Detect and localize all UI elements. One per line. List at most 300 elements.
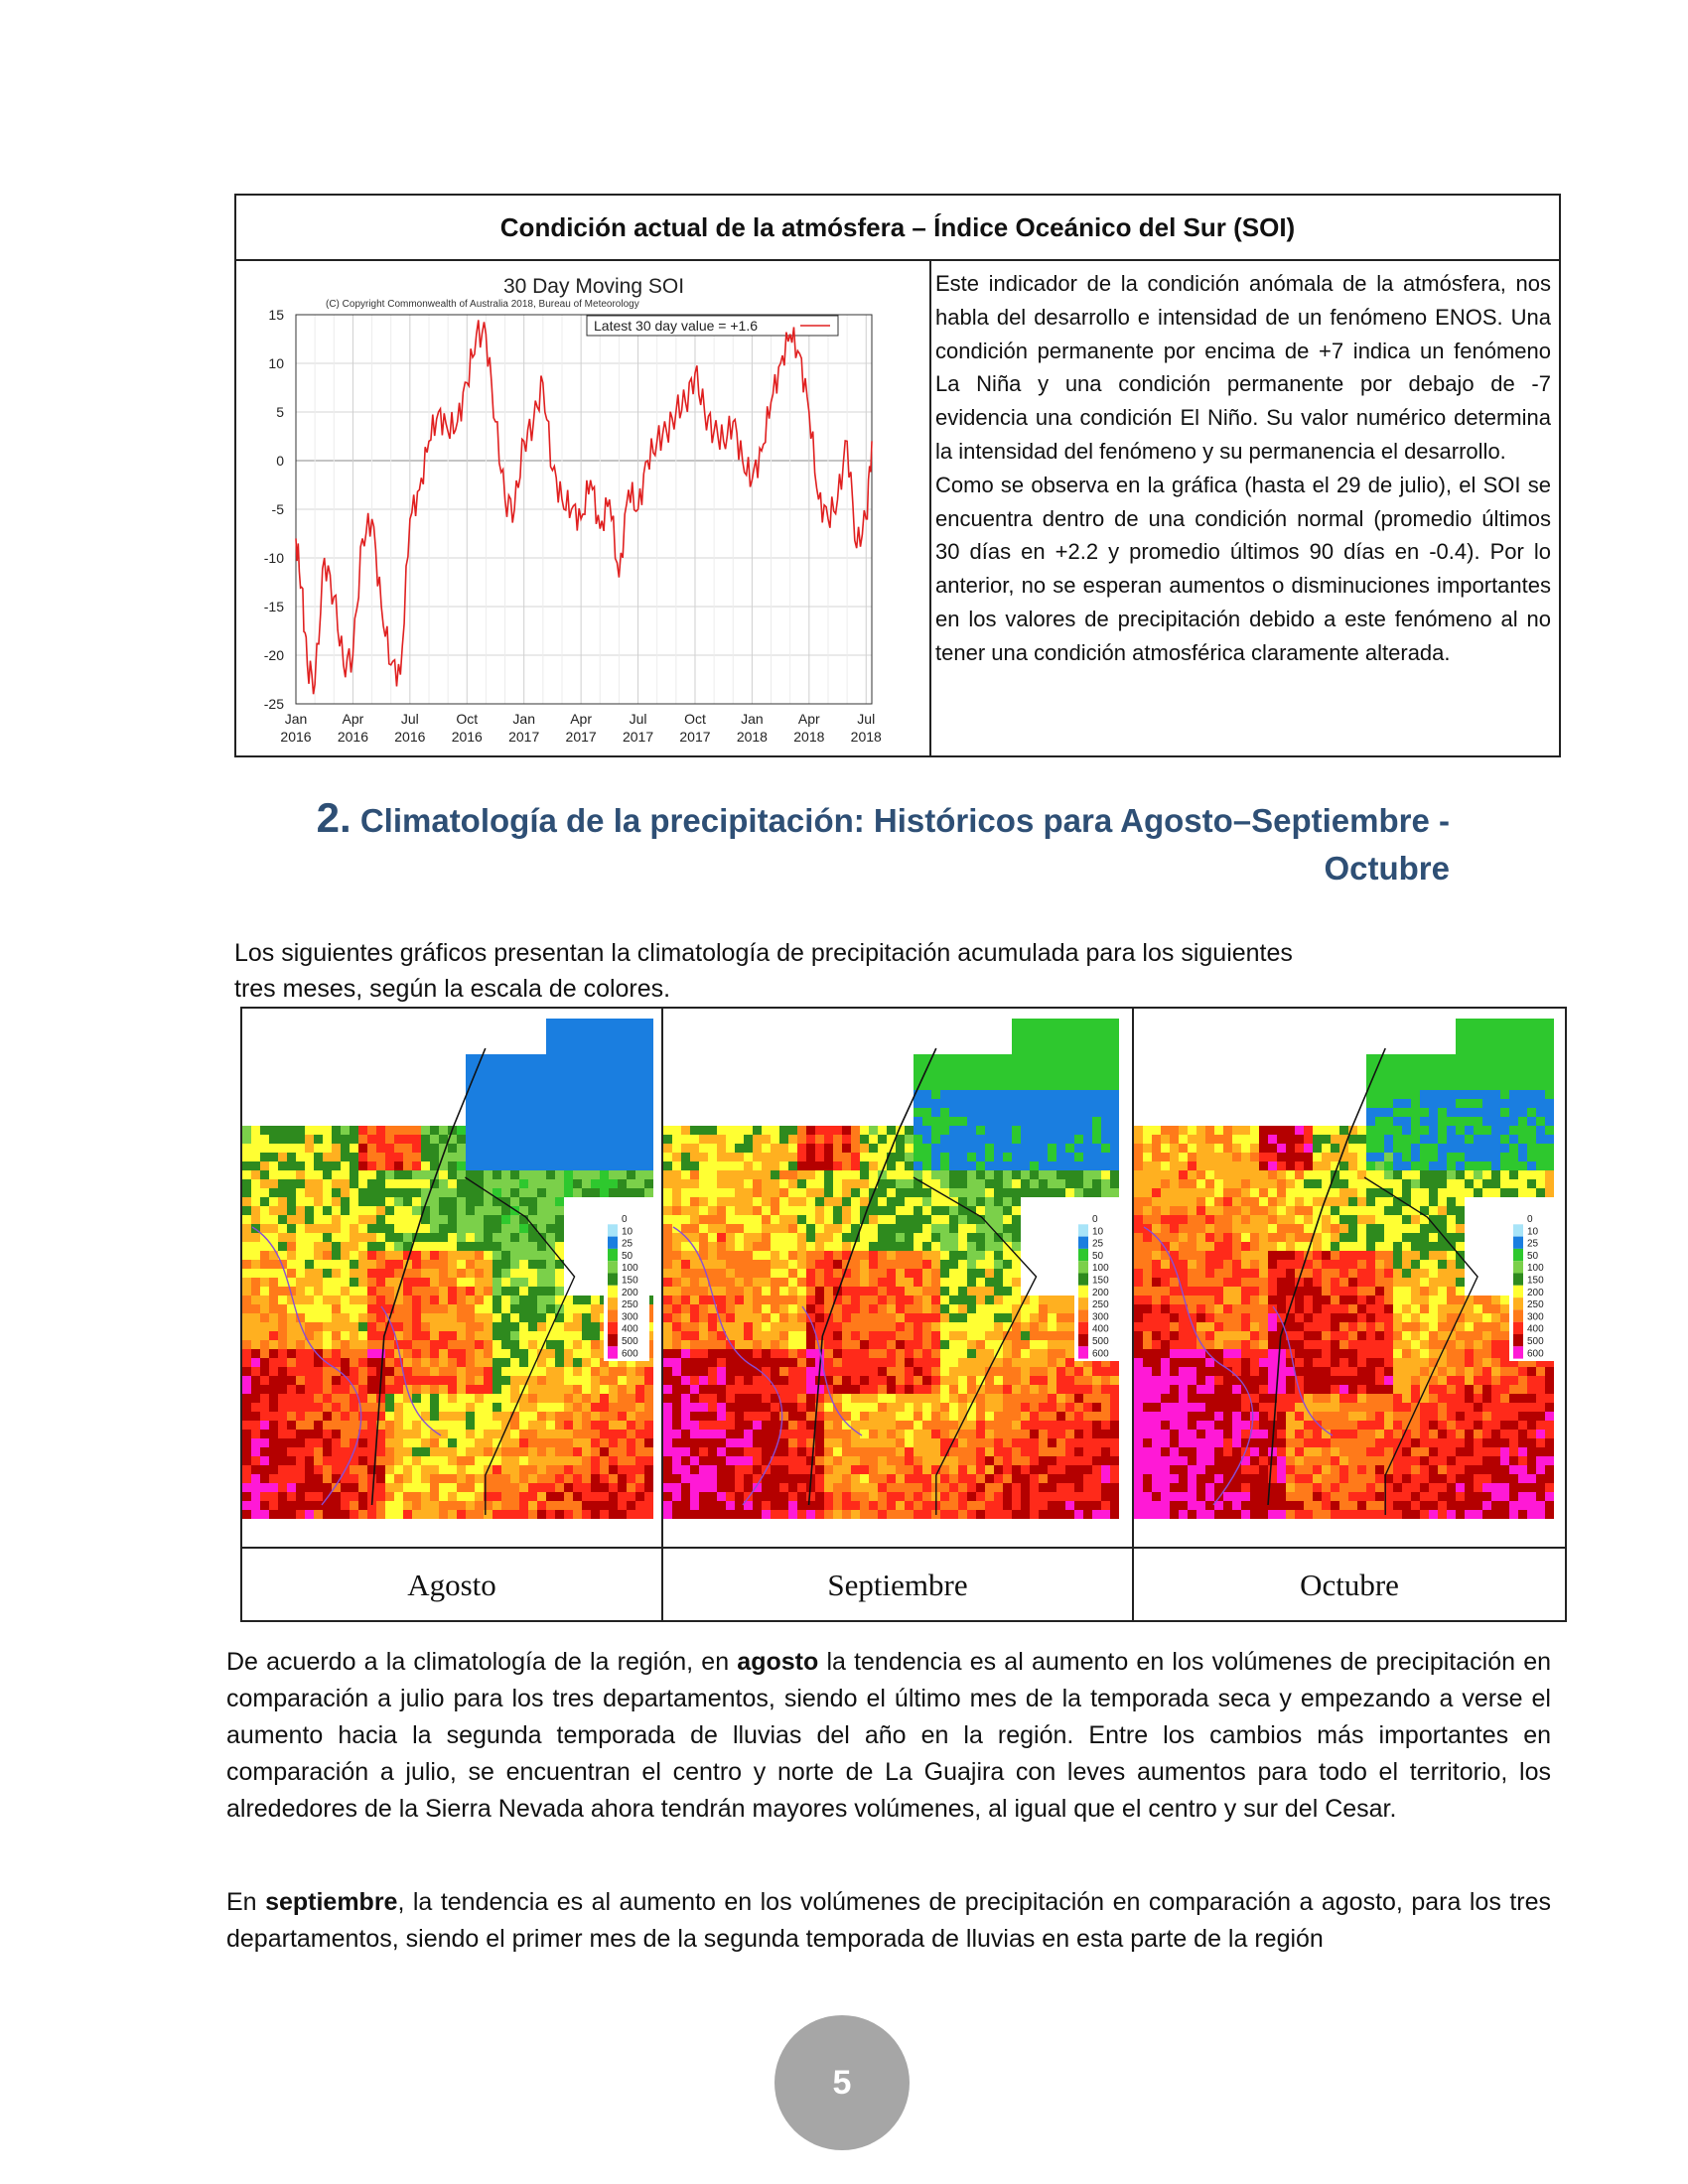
map-cell bbox=[412, 1188, 421, 1197]
map-cell bbox=[296, 1170, 305, 1179]
map-cell bbox=[323, 1456, 332, 1465]
map-cell bbox=[779, 1385, 788, 1394]
map-cell bbox=[644, 1465, 653, 1474]
map-cell bbox=[385, 1135, 394, 1144]
map-cell bbox=[690, 1161, 699, 1170]
map-cell bbox=[644, 1161, 653, 1170]
section-heading bbox=[288, 794, 1450, 892]
legend-value: 600 bbox=[1092, 1348, 1109, 1360]
map-cell bbox=[1083, 1510, 1092, 1519]
map-cell bbox=[967, 1340, 976, 1349]
map-cell bbox=[887, 1188, 896, 1197]
map-cell bbox=[350, 1403, 358, 1412]
map-cell bbox=[278, 1206, 287, 1215]
map-cell bbox=[644, 1385, 653, 1394]
map-cell bbox=[931, 1233, 940, 1242]
map-cell bbox=[994, 1278, 1003, 1287]
map-cell bbox=[1357, 1144, 1366, 1153]
map-cell bbox=[466, 1510, 475, 1519]
map-cell bbox=[976, 1367, 985, 1376]
map-cell bbox=[753, 1376, 762, 1385]
map-cell bbox=[573, 1403, 582, 1412]
map-cell bbox=[914, 1135, 922, 1144]
map-cell bbox=[644, 1117, 653, 1126]
map-cell bbox=[1039, 1492, 1048, 1501]
map-cell bbox=[1083, 1063, 1092, 1072]
map-cell bbox=[242, 1510, 251, 1519]
map-cell bbox=[976, 1099, 985, 1108]
map-cell bbox=[1482, 1135, 1491, 1144]
map-cell bbox=[1500, 1126, 1509, 1135]
legend-swatch bbox=[608, 1261, 618, 1273]
map-cell bbox=[448, 1224, 457, 1233]
map-cell bbox=[914, 1206, 922, 1215]
map-cell bbox=[949, 1081, 958, 1090]
map-cell bbox=[260, 1465, 269, 1474]
map-cell bbox=[806, 1242, 815, 1251]
map-cell bbox=[699, 1153, 708, 1161]
map-cell bbox=[287, 1510, 296, 1519]
map-cell bbox=[797, 1438, 806, 1447]
map-cell bbox=[797, 1483, 806, 1492]
map-cell bbox=[492, 1117, 501, 1126]
map-cell bbox=[403, 1367, 412, 1376]
map-cell bbox=[1039, 1161, 1048, 1170]
map-cell bbox=[501, 1501, 510, 1510]
x-tick-label-year: 2018 bbox=[793, 729, 825, 745]
map-cell bbox=[726, 1483, 735, 1492]
map-cell bbox=[985, 1510, 994, 1519]
map-cell bbox=[681, 1340, 690, 1349]
map-cell bbox=[1527, 1019, 1536, 1027]
map-cell bbox=[260, 1358, 269, 1367]
map-cell bbox=[842, 1161, 851, 1170]
map-cell bbox=[394, 1447, 403, 1456]
map-cell bbox=[618, 1027, 627, 1036]
map-cell bbox=[1474, 1144, 1482, 1153]
map-cell bbox=[958, 1438, 967, 1447]
map-cell bbox=[931, 1126, 940, 1135]
map-cell bbox=[672, 1188, 681, 1197]
map-cell bbox=[519, 1224, 528, 1233]
map-cell bbox=[842, 1322, 851, 1331]
map-cell bbox=[251, 1367, 260, 1376]
map-cell bbox=[421, 1340, 430, 1349]
map-cell bbox=[833, 1233, 842, 1242]
map-cell bbox=[385, 1501, 394, 1510]
map-cell bbox=[753, 1260, 762, 1269]
map-cell bbox=[385, 1474, 394, 1483]
map-cell bbox=[985, 1153, 994, 1161]
chart-subtitle: (C) Copyright Commonwealth of Australia 2018, Bureau of Meteorology bbox=[326, 299, 639, 310]
map-cell bbox=[663, 1251, 672, 1260]
map-cell bbox=[1465, 1117, 1474, 1126]
map-cell bbox=[439, 1206, 448, 1215]
map-cell bbox=[681, 1412, 690, 1421]
map-cell bbox=[1438, 1126, 1447, 1135]
map-cell bbox=[296, 1501, 305, 1510]
map-cell bbox=[842, 1340, 851, 1349]
map-cell bbox=[1048, 1188, 1056, 1197]
map-cell bbox=[914, 1233, 922, 1242]
map-cell bbox=[922, 1081, 931, 1090]
map-cell bbox=[448, 1367, 457, 1376]
map-cell bbox=[350, 1197, 358, 1206]
map-cell bbox=[600, 1501, 609, 1510]
map-cell bbox=[1110, 1036, 1119, 1045]
map-cell bbox=[475, 1206, 484, 1215]
map-cell bbox=[860, 1394, 869, 1403]
map-cell bbox=[457, 1126, 466, 1135]
y-tick-label: 10 bbox=[268, 355, 284, 371]
map-cell bbox=[385, 1483, 394, 1492]
map-cell bbox=[967, 1367, 976, 1376]
map-cell bbox=[717, 1385, 726, 1394]
map-cell bbox=[305, 1376, 314, 1385]
map-cell bbox=[1420, 1090, 1429, 1099]
map-cell bbox=[385, 1161, 394, 1170]
map-cell bbox=[860, 1376, 869, 1385]
map-cell bbox=[323, 1153, 332, 1161]
map-cell bbox=[546, 1027, 555, 1036]
map-cell bbox=[358, 1304, 367, 1313]
map-cell bbox=[887, 1233, 896, 1242]
map-cell bbox=[931, 1438, 940, 1447]
map-cell bbox=[824, 1501, 833, 1510]
map-cell bbox=[546, 1063, 555, 1072]
map-cell bbox=[1092, 1179, 1101, 1188]
map-cell bbox=[860, 1260, 869, 1269]
map-cell bbox=[1411, 1099, 1420, 1108]
map-cell bbox=[753, 1278, 762, 1287]
map-cell bbox=[394, 1474, 403, 1483]
map-cell bbox=[600, 1072, 609, 1081]
map-cell bbox=[994, 1331, 1003, 1340]
map-cell bbox=[762, 1385, 771, 1394]
map-cell bbox=[869, 1412, 878, 1421]
map-cell bbox=[591, 1510, 600, 1519]
map-cell bbox=[492, 1260, 501, 1269]
map-cell bbox=[940, 1376, 949, 1385]
map-cell bbox=[1065, 1474, 1074, 1483]
map-cell bbox=[824, 1215, 833, 1224]
map-cell bbox=[967, 1260, 976, 1269]
map-cell bbox=[1411, 1072, 1420, 1081]
map-cell bbox=[735, 1447, 744, 1456]
map-cell bbox=[1003, 1492, 1012, 1501]
map-cell bbox=[1083, 1456, 1092, 1465]
map-cell bbox=[260, 1501, 269, 1510]
map-cell bbox=[1420, 1054, 1429, 1063]
map-cell bbox=[806, 1135, 815, 1144]
map-cell bbox=[753, 1385, 762, 1394]
map-raster bbox=[242, 1019, 653, 1519]
map-cell bbox=[376, 1251, 385, 1260]
map-cell bbox=[323, 1385, 332, 1394]
map-cell bbox=[260, 1349, 269, 1358]
map-cell bbox=[582, 1331, 591, 1340]
map-cell bbox=[627, 1456, 635, 1465]
map-cell bbox=[635, 1019, 644, 1027]
map-cell bbox=[528, 1278, 537, 1287]
map-cell bbox=[1012, 1117, 1021, 1126]
map-cell bbox=[958, 1367, 967, 1376]
map-cell bbox=[690, 1376, 699, 1385]
map-cell bbox=[573, 1063, 582, 1072]
map-cell bbox=[350, 1313, 358, 1322]
map-cell bbox=[735, 1135, 744, 1144]
map-cell bbox=[833, 1242, 842, 1251]
map-cell bbox=[1021, 1090, 1030, 1099]
map-cell bbox=[1331, 1144, 1339, 1153]
map-cell bbox=[341, 1394, 350, 1403]
map-cell bbox=[350, 1412, 358, 1421]
map-cell bbox=[573, 1126, 582, 1135]
map-cell bbox=[242, 1188, 251, 1197]
map-cell bbox=[323, 1233, 332, 1242]
map-cell bbox=[350, 1421, 358, 1430]
map-cell bbox=[842, 1474, 851, 1483]
map-cell bbox=[1021, 1349, 1030, 1358]
map-cell bbox=[699, 1456, 708, 1465]
map-cell bbox=[609, 1054, 618, 1063]
map-cell bbox=[842, 1367, 851, 1376]
map-cell bbox=[600, 1394, 609, 1403]
map-cell bbox=[475, 1090, 484, 1099]
map-cell bbox=[528, 1153, 537, 1161]
map-cell bbox=[573, 1421, 582, 1430]
map-cell bbox=[717, 1144, 726, 1153]
map-cell bbox=[1545, 1054, 1554, 1063]
map-cell bbox=[296, 1144, 305, 1153]
map-cell bbox=[896, 1421, 905, 1430]
legend-value: 100 bbox=[622, 1263, 638, 1275]
map-cell bbox=[403, 1215, 412, 1224]
map-cell bbox=[403, 1492, 412, 1501]
map-cell bbox=[555, 1474, 564, 1483]
map-cell bbox=[762, 1510, 771, 1519]
legend-value: 400 bbox=[622, 1323, 638, 1335]
map-cell bbox=[940, 1135, 949, 1144]
map-cell bbox=[573, 1340, 582, 1349]
map-cell bbox=[967, 1135, 976, 1144]
map-cell bbox=[1411, 1117, 1420, 1126]
map-cell bbox=[824, 1135, 833, 1144]
map-cell bbox=[976, 1090, 985, 1099]
map-cell bbox=[976, 1206, 985, 1215]
map-cell bbox=[287, 1403, 296, 1412]
map-cell bbox=[1465, 1090, 1474, 1099]
map-cell bbox=[1003, 1304, 1012, 1313]
map-cell bbox=[878, 1215, 887, 1224]
map-cell bbox=[663, 1170, 672, 1179]
map-cell bbox=[976, 1313, 985, 1322]
map-cell bbox=[305, 1188, 314, 1197]
map-cell bbox=[1420, 1117, 1429, 1126]
map-cell bbox=[1092, 1170, 1101, 1179]
map-cell bbox=[1196, 1144, 1205, 1153]
map-cell bbox=[806, 1456, 815, 1465]
legend-swatch bbox=[608, 1249, 618, 1261]
map-cell bbox=[305, 1483, 314, 1492]
map-cell bbox=[1030, 1465, 1039, 1474]
map-cell bbox=[1056, 1117, 1065, 1126]
map-cell bbox=[1056, 1358, 1065, 1367]
map-cell bbox=[967, 1144, 976, 1153]
map-cell bbox=[994, 1197, 1003, 1206]
map-cell bbox=[439, 1179, 448, 1188]
map-cell bbox=[573, 1447, 582, 1456]
map-cell bbox=[762, 1367, 771, 1376]
map-cell bbox=[985, 1108, 994, 1117]
map-cell bbox=[305, 1349, 314, 1358]
map-cell bbox=[635, 1456, 644, 1465]
map-cell bbox=[1277, 1144, 1286, 1153]
map-cell bbox=[851, 1385, 860, 1394]
map-cell bbox=[914, 1188, 922, 1197]
map-cell bbox=[735, 1126, 744, 1135]
map-cell bbox=[824, 1421, 833, 1430]
map-cell bbox=[412, 1126, 421, 1135]
map-cell bbox=[735, 1278, 744, 1287]
map-cell bbox=[1030, 1456, 1039, 1465]
map-cell bbox=[985, 1492, 994, 1501]
map-cell bbox=[278, 1278, 287, 1287]
map-cell bbox=[385, 1126, 394, 1135]
map-cell bbox=[394, 1260, 403, 1269]
map-cell bbox=[788, 1456, 797, 1465]
map-cell bbox=[949, 1072, 958, 1081]
map-cell bbox=[403, 1331, 412, 1340]
y-tick-label: 5 bbox=[276, 404, 284, 420]
map-cell bbox=[1170, 1126, 1179, 1135]
map-cell bbox=[860, 1465, 869, 1474]
map-cell bbox=[976, 1483, 985, 1492]
map-cell bbox=[358, 1331, 367, 1340]
map-cell bbox=[314, 1296, 323, 1304]
map-cell bbox=[1518, 1027, 1527, 1036]
map-cell bbox=[896, 1251, 905, 1260]
map-cell bbox=[358, 1206, 367, 1215]
map-cell bbox=[1065, 1117, 1074, 1126]
map-cell bbox=[985, 1474, 994, 1483]
map-cell bbox=[878, 1242, 887, 1251]
map-cell bbox=[1304, 1135, 1313, 1144]
map-cell bbox=[430, 1233, 439, 1242]
map-cell bbox=[994, 1296, 1003, 1304]
map-cell bbox=[501, 1331, 510, 1340]
map-cell bbox=[1083, 1099, 1092, 1108]
map-cell bbox=[905, 1412, 914, 1421]
map-cell bbox=[878, 1197, 887, 1206]
map-cell bbox=[1083, 1483, 1092, 1492]
map-cell bbox=[815, 1224, 824, 1233]
map-cell bbox=[708, 1447, 717, 1456]
section-title-line-2: Octubre bbox=[1324, 850, 1450, 887]
map-cell bbox=[466, 1376, 475, 1385]
map-cell bbox=[1205, 1126, 1214, 1135]
map-cell bbox=[887, 1126, 896, 1135]
map-cell bbox=[1101, 1027, 1110, 1036]
map-cell bbox=[940, 1349, 949, 1358]
map-cell bbox=[958, 1135, 967, 1144]
map-cell bbox=[922, 1161, 931, 1170]
map-cell bbox=[744, 1394, 753, 1403]
map-cell bbox=[439, 1251, 448, 1260]
map-cell bbox=[1003, 1135, 1012, 1144]
map-cell bbox=[644, 1474, 653, 1483]
map-cell bbox=[439, 1278, 448, 1287]
map-cell bbox=[448, 1313, 457, 1322]
map-cell bbox=[681, 1170, 690, 1179]
map-cell bbox=[1074, 1081, 1083, 1090]
map-cell bbox=[1366, 1099, 1375, 1108]
map-cell bbox=[403, 1135, 412, 1144]
map-cell bbox=[1110, 1447, 1119, 1456]
map-cell bbox=[484, 1179, 492, 1188]
map-cell bbox=[869, 1474, 878, 1483]
map-cell bbox=[492, 1135, 501, 1144]
map-cell bbox=[869, 1367, 878, 1376]
map-cell bbox=[510, 1179, 519, 1188]
map-cell bbox=[994, 1438, 1003, 1447]
map-cell bbox=[510, 1090, 519, 1099]
map-cell bbox=[833, 1430, 842, 1438]
map-cell bbox=[788, 1340, 797, 1349]
map-cell bbox=[457, 1438, 466, 1447]
map-cell bbox=[994, 1483, 1003, 1492]
map-cell bbox=[949, 1340, 958, 1349]
map-cell bbox=[994, 1179, 1003, 1188]
map-cell bbox=[1092, 1099, 1101, 1108]
map-cell bbox=[663, 1412, 672, 1421]
map-cell bbox=[735, 1179, 744, 1188]
map-cell bbox=[403, 1358, 412, 1367]
map-cell bbox=[278, 1421, 287, 1430]
map-cell bbox=[287, 1447, 296, 1456]
map-cell bbox=[430, 1251, 439, 1260]
map-cell bbox=[448, 1233, 457, 1242]
map-cell bbox=[403, 1126, 412, 1135]
map-cell bbox=[914, 1161, 922, 1170]
map-cell bbox=[591, 1447, 600, 1456]
map-cell bbox=[1065, 1403, 1074, 1412]
map-cell bbox=[744, 1188, 753, 1197]
map-cell bbox=[824, 1251, 833, 1260]
map-cell bbox=[269, 1144, 278, 1153]
map-cell bbox=[1500, 1054, 1509, 1063]
map-cell bbox=[949, 1465, 958, 1474]
map-cell bbox=[323, 1322, 332, 1331]
map-cell bbox=[528, 1269, 537, 1278]
map-cell bbox=[403, 1456, 412, 1465]
map-cell bbox=[1065, 1322, 1074, 1331]
map-cell bbox=[582, 1349, 591, 1358]
map-cell bbox=[367, 1412, 376, 1421]
map-cell bbox=[1039, 1027, 1048, 1036]
map-cell bbox=[635, 1054, 644, 1063]
soi-series-line bbox=[296, 320, 872, 694]
map-cell bbox=[690, 1430, 699, 1438]
map-cell bbox=[332, 1224, 341, 1233]
map-cell bbox=[492, 1394, 501, 1403]
map-cell bbox=[519, 1251, 528, 1260]
map-cell bbox=[896, 1394, 905, 1403]
map-cell bbox=[663, 1224, 672, 1233]
map-cell bbox=[699, 1242, 708, 1251]
map-cell bbox=[1491, 1090, 1500, 1099]
map-cell bbox=[1393, 1126, 1402, 1135]
